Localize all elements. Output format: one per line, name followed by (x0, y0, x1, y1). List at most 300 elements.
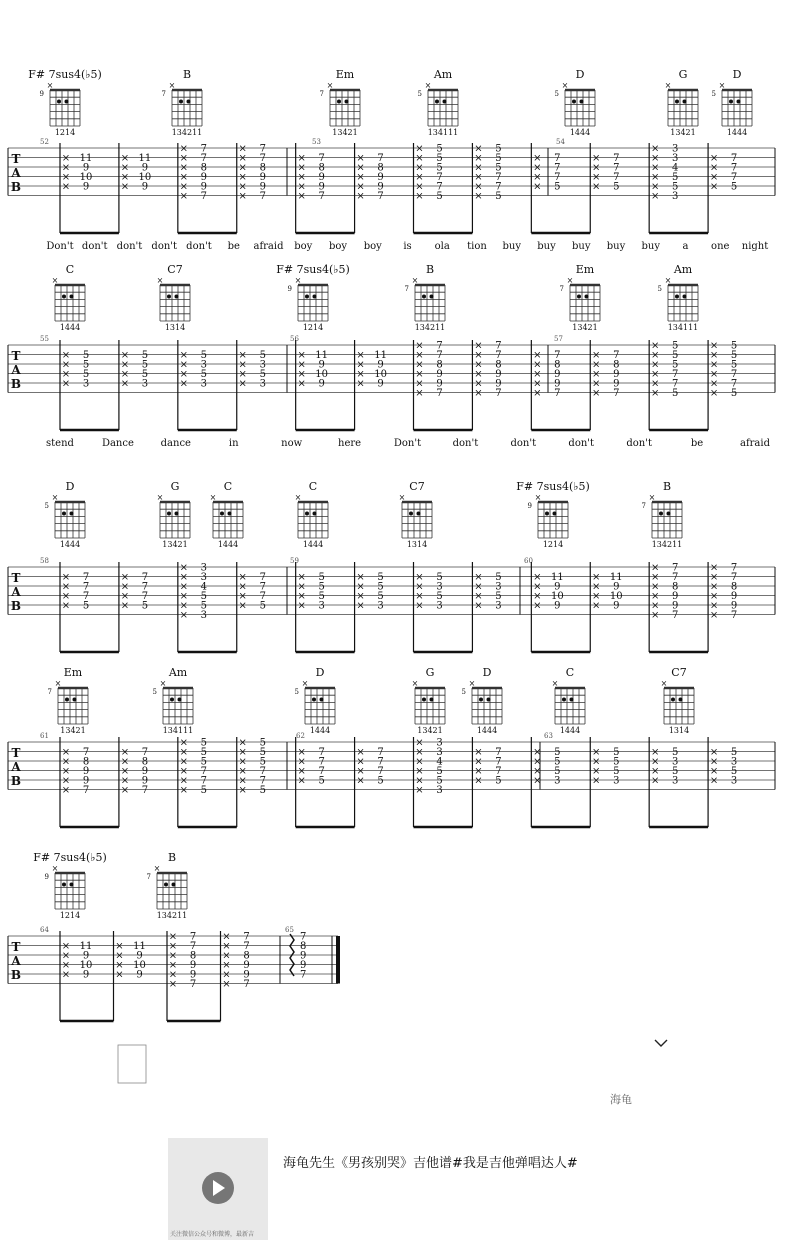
x-strum-mark: × (650, 766, 660, 777)
chord-diagram-C7 (157, 263, 190, 332)
finger-dot (70, 512, 74, 516)
x-strum-mark: × (474, 359, 483, 371)
fret-number: 8 (671, 581, 679, 593)
mute-marker: × (51, 864, 59, 873)
x-strum-mark: × (356, 378, 365, 390)
x-strum-mark: × (650, 775, 660, 787)
chord-diagram-Am (153, 666, 194, 735)
x-strum-mark: × (709, 591, 719, 602)
fret-number: 3 (377, 600, 384, 612)
strum-column (649, 143, 708, 233)
x-strum-mark: × (120, 756, 130, 768)
fret-number: 7 (436, 181, 443, 193)
watermark: 海龟 (610, 1093, 632, 1106)
fret-number: 4 (436, 756, 443, 768)
x-strum-mark: × (297, 181, 306, 193)
finger-dot (62, 512, 66, 516)
strum-column (167, 931, 221, 1021)
chord-diagram-C (552, 666, 585, 735)
x-strum-mark: × (356, 756, 365, 768)
finger-numbers: 134211 (156, 911, 188, 920)
x-strum-mark: × (297, 766, 306, 777)
measure-number: 59 (290, 557, 299, 565)
strum-column (355, 562, 384, 652)
fret-number: 3 (200, 359, 208, 371)
fret-number: 5 (200, 600, 208, 612)
x-strum-mark: × (61, 153, 71, 164)
fret-number: 7 (554, 172, 561, 183)
fret-number: 7 (671, 378, 679, 390)
x-strum-mark: × (168, 979, 178, 990)
diagram-fragment (118, 1045, 146, 1083)
x-strum-mark: × (120, 572, 130, 583)
fret-number: 9 (730, 591, 738, 602)
x-strum-mark: × (297, 591, 306, 602)
measure-number: 58 (40, 557, 49, 565)
fret-number: 5 (671, 340, 679, 352)
strum-column (708, 737, 737, 827)
fret-number: 7 (613, 350, 620, 361)
x-strum-mark: × (415, 369, 424, 380)
finger-dot (57, 100, 61, 104)
chord-diagram-F#7sus4b5 (33, 851, 107, 920)
strum-column (114, 931, 146, 1021)
fret-number: 7 (200, 766, 208, 777)
fret-number: 3 (671, 775, 679, 787)
fret-number: 7 (259, 153, 266, 164)
fret-number: 7 (554, 350, 561, 361)
fret-number: 9 (318, 378, 325, 390)
fret-number: 7 (189, 979, 197, 990)
x-strum-mark: × (61, 369, 71, 380)
fret-number: 8 (82, 756, 90, 768)
fret-number: 11 (374, 350, 387, 361)
x-strum-mark: × (415, 581, 424, 593)
fret-number: 5 (141, 350, 149, 361)
x-strum-mark: × (168, 969, 178, 981)
fret-number: 5 (554, 766, 561, 777)
fret-number: 9 (613, 369, 620, 380)
tab-clef-letter: A (11, 760, 21, 774)
x-strum-mark: × (238, 600, 247, 612)
finger-dot (671, 698, 675, 702)
fret-number: 5 (613, 747, 620, 758)
finger-dot (422, 295, 426, 299)
fret-number: 9 (82, 162, 90, 174)
mute-marker: × (648, 493, 656, 502)
x-strum-mark: × (356, 191, 365, 202)
mute-marker: × (566, 276, 574, 285)
fret-number: 7 (259, 591, 266, 602)
finger-dot (572, 100, 576, 104)
strum-column (414, 340, 473, 430)
fret-number: 5 (613, 181, 620, 193)
finger-numbers: 1314 (164, 323, 186, 332)
x-strum-mark: × (297, 350, 306, 361)
fret-number: 7 (671, 369, 679, 380)
x-strum-mark: × (238, 172, 247, 183)
finger-dot (175, 512, 179, 516)
mute-marker: × (664, 81, 672, 90)
strum-column (119, 562, 148, 652)
fret-number: 10 (315, 369, 329, 380)
fret-number: 5 (554, 756, 561, 768)
x-strum-mark: × (592, 350, 601, 361)
x-strum-mark: × (474, 340, 483, 352)
x-strum-mark: × (709, 350, 719, 361)
fret-number: 3 (200, 378, 208, 390)
finger-dot (70, 883, 74, 887)
fret-number: 9 (259, 172, 266, 183)
finger-numbers: 134111 (162, 726, 194, 735)
lyric-word: is (403, 241, 412, 252)
x-strum-mark: × (61, 378, 71, 390)
fret-number: 9 (730, 600, 738, 612)
fret-number: 5 (495, 775, 502, 787)
fret-number: 5 (318, 591, 325, 602)
fret-number: 10 (138, 172, 152, 183)
chord-name: D (575, 68, 585, 81)
fret-number: 10 (79, 172, 93, 183)
x-strum-mark: × (474, 747, 483, 758)
x-strum-mark: × (238, 162, 247, 174)
fret-number: 5 (730, 181, 738, 193)
fret-number: 9 (136, 969, 143, 981)
fret-number: 8 (259, 162, 266, 174)
x-strum-mark: × (120, 369, 130, 380)
video-title[interactable]: 海龟先生《男孩别哭》吉他谱#我是吉他弹唱达人# (283, 1156, 578, 1171)
finger-dot (479, 698, 483, 702)
x-strum-mark: × (650, 572, 660, 583)
fret-number: 5 (554, 181, 561, 193)
x-strum-mark: × (474, 600, 483, 612)
x-strum-mark: × (592, 181, 601, 193)
x-strum-mark: × (650, 600, 660, 612)
x-strum-mark: × (533, 600, 542, 612)
strum-column (237, 143, 266, 233)
finger-numbers: 1444 (559, 726, 581, 735)
mute-marker: × (209, 493, 217, 502)
x-strum-mark: × (61, 766, 71, 777)
x-strum-mark: × (61, 756, 71, 768)
fret-number: 9 (671, 600, 679, 612)
strum-column (590, 143, 619, 233)
final-chord-fret: 7 (300, 969, 307, 981)
lyric-word: don't (116, 241, 143, 252)
fret-number: 3 (730, 775, 738, 787)
fret-number: 5 (82, 350, 90, 361)
finger-numbers: 13421 (60, 726, 86, 735)
fret-position-label: 5 (294, 688, 299, 696)
fret-number: 3 (200, 562, 208, 574)
x-strum-mark: × (474, 143, 483, 155)
finger-numbers: 134211 (651, 540, 683, 549)
lyric-word: be (690, 438, 704, 449)
x-strum-mark: × (61, 960, 71, 971)
x-strum-mark: × (61, 969, 71, 981)
x-strum-mark: × (650, 562, 660, 574)
finger-numbers: 1214 (59, 911, 81, 920)
finger-dot (729, 100, 733, 104)
x-strum-mark: × (592, 153, 601, 164)
x-strum-mark: × (709, 153, 719, 164)
mute-marker: × (468, 679, 476, 688)
x-strum-mark: × (297, 600, 306, 612)
measure-number: 63 (544, 732, 553, 740)
chord-diagram-D (712, 68, 752, 137)
chord-diagram-B (405, 263, 446, 332)
finger-dot (228, 512, 232, 516)
fret-number: 7 (82, 591, 90, 602)
fret-number: 11 (133, 941, 146, 952)
tab-clef-letter: A (11, 166, 21, 180)
finger-dot (220, 512, 224, 516)
fret-number: 5 (436, 153, 443, 164)
finger-dot (62, 883, 66, 887)
x-strum-mark: × (179, 153, 189, 164)
fret-number: 5 (200, 756, 208, 768)
fret-number: 8 (318, 162, 325, 174)
x-strum-mark: × (168, 931, 178, 943)
lyric-word: don't (151, 241, 178, 252)
measure-number: 65 (285, 926, 294, 934)
finger-numbers: 13421 (670, 128, 696, 137)
chord-name: B (182, 68, 192, 81)
fret-position-label: 9 (527, 502, 532, 510)
fret-number: 7 (82, 747, 90, 758)
x-strum-mark: × (709, 562, 719, 574)
chord-diagram-Em (48, 666, 88, 735)
fret-number: 5 (436, 572, 443, 583)
fret-number: 9 (141, 775, 149, 787)
fret-position-label: 9 (39, 90, 44, 98)
fret-number: 7 (730, 162, 738, 174)
fret-number: 7 (377, 191, 384, 202)
mute-marker: × (51, 276, 59, 285)
fret-number: 7 (730, 378, 738, 390)
x-strum-mark: × (415, 747, 424, 758)
chord-diagram-C (210, 480, 243, 549)
x-strum-mark: × (650, 172, 660, 183)
fret-number: 7 (613, 153, 620, 164)
fret-number: 9 (189, 960, 197, 971)
x-strum-mark: × (415, 181, 424, 193)
fret-number: 3 (671, 153, 679, 164)
fret-number: 9 (495, 369, 502, 380)
measure-number: 56 (290, 335, 299, 343)
lyric-word: don't (510, 438, 537, 449)
x-strum-mark: × (650, 610, 660, 621)
finger-dot (545, 512, 549, 516)
x-strum-mark: × (115, 941, 124, 952)
fret-number: 9 (318, 359, 325, 371)
fret-number: 5 (377, 591, 384, 602)
fret-number: 10 (550, 591, 564, 602)
x-strum-mark: × (115, 950, 124, 962)
finger-numbers: 13421 (332, 128, 358, 137)
fret-number: 5 (495, 143, 502, 155)
x-strum-mark: × (356, 747, 365, 758)
fret-number: 9 (243, 960, 250, 971)
fret-number: 5 (436, 143, 443, 155)
lyric-word: buy (641, 241, 660, 252)
x-strum-mark: × (222, 941, 231, 952)
lyric-word: afraid (739, 438, 771, 449)
fret-number: 7 (189, 941, 197, 952)
x-strum-mark: × (415, 340, 424, 352)
chord-name: C (65, 263, 75, 276)
fret-number: 7 (259, 191, 266, 202)
mute-marker: × (551, 679, 559, 688)
x-strum-mark: × (297, 572, 306, 583)
x-strum-mark: × (474, 162, 483, 174)
lyric-word: boy (363, 241, 382, 252)
x-strum-mark: × (533, 388, 542, 399)
fret-number: 3 (141, 378, 149, 390)
chord-name: C (223, 480, 233, 493)
fret-number: 5 (495, 572, 502, 583)
x-strum-mark: × (61, 172, 71, 183)
fret-number: 5 (730, 350, 738, 361)
fret-number: 9 (671, 591, 679, 602)
lyric-word: don't (81, 241, 108, 252)
fret-number: 9 (200, 181, 208, 193)
fret-number: 5 (259, 785, 266, 796)
fret-number: 5 (495, 153, 502, 164)
mute-marker: × (54, 679, 62, 688)
chord-name: B (425, 263, 435, 276)
strum-column (221, 931, 250, 1021)
fret-number: 7 (243, 979, 250, 990)
fret-number: 9 (318, 172, 325, 183)
x-strum-mark: × (533, 581, 542, 593)
strum-column (472, 340, 501, 430)
strum-column (590, 737, 619, 827)
lyric-word: Don't (393, 438, 422, 449)
fret-number: 7 (259, 572, 266, 583)
strum-column (60, 562, 119, 652)
fret-number: 9 (82, 766, 90, 777)
fret-number: 3 (82, 378, 90, 390)
fret-number: 11 (79, 153, 93, 164)
chevron-down-icon[interactable] (655, 1040, 667, 1046)
fret-number: 8 (436, 359, 443, 371)
chord-name: D (732, 68, 742, 81)
x-strum-mark: × (61, 350, 71, 361)
video-card[interactable] (168, 1138, 578, 1240)
chord-name: C (565, 666, 575, 679)
finger-numbers: 1214 (302, 323, 324, 332)
finger-dot (562, 698, 566, 702)
fret-number: 7 (730, 172, 738, 183)
fret-number: 8 (730, 581, 738, 593)
tab-clef-letter: B (10, 180, 22, 194)
x-strum-mark: × (415, 766, 424, 777)
fret-position-label: 7 (641, 502, 646, 510)
lyric-word: one (711, 241, 730, 252)
x-strum-mark: × (61, 181, 71, 193)
x-strum-mark: × (709, 581, 719, 593)
x-strum-mark: × (415, 191, 424, 202)
x-strum-mark: × (238, 591, 247, 602)
finger-dot (172, 883, 176, 887)
x-strum-mark: × (179, 737, 189, 749)
fret-number: 3 (318, 600, 325, 612)
mute-marker: × (534, 493, 542, 502)
chord-diagram-F#7sus4b5 (276, 263, 350, 332)
fret-number: 7 (495, 350, 502, 361)
fret-number: 8 (141, 756, 149, 768)
mute-marker: × (424, 81, 432, 90)
fret-number: 7 (318, 153, 325, 164)
x-strum-mark: × (474, 581, 483, 593)
fret-number: 5 (436, 775, 443, 787)
fret-position-label: 7 (47, 688, 52, 696)
x-strum-mark: × (179, 785, 189, 796)
x-strum-mark: × (238, 369, 247, 380)
fret-number: 5 (318, 775, 325, 787)
x-strum-mark: × (297, 369, 306, 380)
x-strum-mark: × (650, 581, 660, 593)
x-strum-mark: × (115, 969, 124, 981)
finger-dot (683, 100, 687, 104)
x-strum-mark: × (474, 775, 483, 787)
x-strum-mark: × (179, 756, 189, 768)
x-strum-mark: × (709, 610, 719, 621)
fret-number: 5 (377, 572, 384, 583)
x-strum-mark: × (592, 172, 601, 183)
x-strum-mark: × (120, 378, 130, 390)
fret-number: 5 (730, 359, 738, 371)
fret-number: 3 (671, 191, 679, 202)
tab-clef-letter: A (11, 954, 21, 968)
x-strum-mark: × (474, 153, 483, 164)
fret-number: 5 (318, 572, 325, 583)
final-chord-fret: 8 (300, 941, 307, 952)
fret-number: 9 (189, 969, 197, 981)
finger-numbers: 13421 (572, 323, 598, 332)
x-strum-mark: × (592, 162, 601, 174)
measure-number: 61 (40, 732, 49, 740)
fret-number: 3 (200, 610, 208, 621)
strum-column (178, 143, 237, 233)
fret-number: 5 (495, 162, 502, 174)
strum-column (708, 143, 737, 233)
fret-number: 3 (436, 581, 443, 593)
tab-row-5 (8, 851, 338, 1021)
x-strum-mark: × (238, 572, 247, 583)
fret-number: 5 (200, 350, 208, 361)
x-strum-mark: × (709, 766, 719, 777)
lyric-word: afraid (253, 241, 284, 252)
finger-numbers: 1444 (302, 540, 324, 549)
finger-numbers: 1214 (542, 540, 564, 549)
fret-number: 5 (200, 591, 208, 602)
x-strum-mark: × (238, 747, 247, 758)
fret-position-label: 7 (559, 285, 564, 293)
chord-name: Am (168, 666, 188, 679)
x-strum-mark: × (533, 153, 542, 164)
x-strum-mark: × (533, 572, 542, 583)
strum-column (590, 562, 622, 652)
x-strum-mark: × (168, 960, 178, 971)
measure-number: 55 (40, 335, 49, 343)
x-strum-mark: × (650, 369, 660, 380)
x-strum-mark: × (709, 181, 719, 193)
fret-number: 7 (318, 766, 325, 777)
x-strum-mark: × (179, 766, 189, 777)
finger-dot (570, 698, 574, 702)
